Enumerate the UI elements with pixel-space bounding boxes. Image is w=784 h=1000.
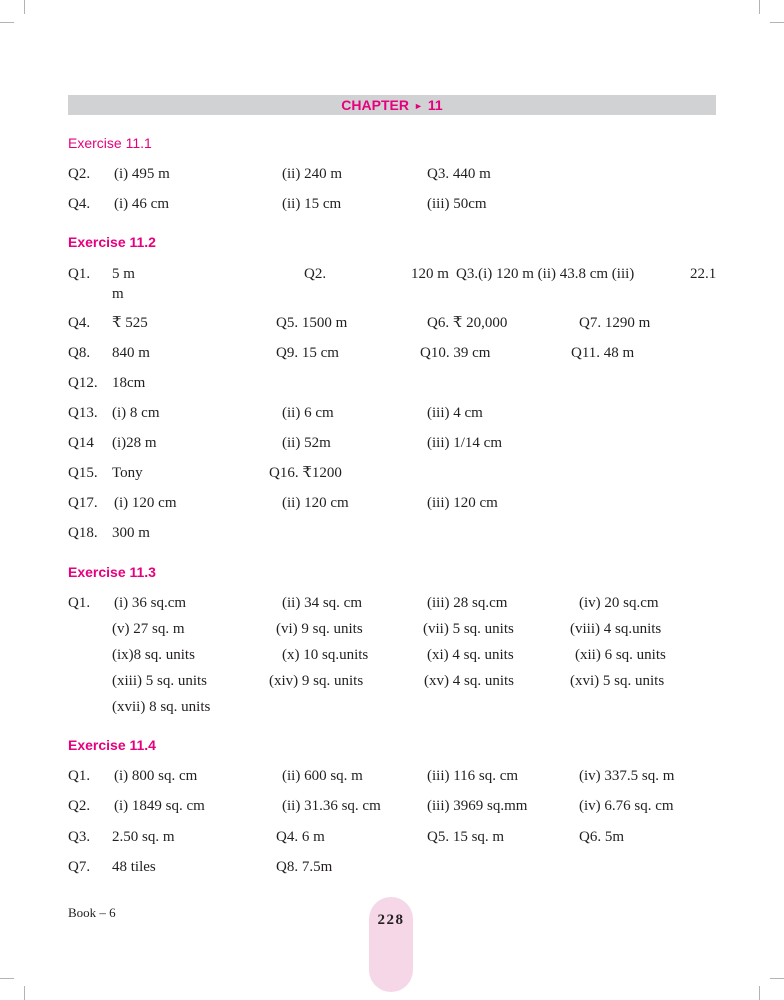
question-number: Q18. bbox=[68, 525, 98, 541]
question-number: Q1. bbox=[68, 266, 91, 282]
answer: (xii) 6 sq. units bbox=[575, 647, 666, 663]
question-number: Q13. bbox=[68, 405, 98, 421]
answer: (ii) 52m bbox=[282, 435, 331, 451]
crop-mark bbox=[770, 22, 784, 23]
answer: ₹ 525 bbox=[112, 315, 148, 331]
chapter-header bbox=[68, 95, 716, 115]
question-number: Q12. bbox=[68, 375, 98, 391]
question-number: Q7. bbox=[68, 859, 91, 875]
answer-unit: m bbox=[112, 286, 124, 302]
crop-mark bbox=[759, 0, 760, 14]
answer: (iii) 50cm bbox=[427, 196, 487, 212]
answer: (xvi) 5 sq. units bbox=[570, 673, 665, 689]
answer: 5 m bbox=[112, 266, 135, 282]
exercise-title: Exercise 11.1 bbox=[68, 135, 152, 151]
answer: (i) 36 sq.cm bbox=[114, 595, 187, 611]
exercise-title: Exercise 11.2 bbox=[68, 234, 156, 250]
question-number: Q14 bbox=[68, 435, 94, 451]
answer: (iii) 120 cm bbox=[427, 495, 498, 511]
question-number: Q15. bbox=[68, 465, 98, 481]
question-number: Q1. bbox=[68, 595, 91, 611]
answer: Q3. 440 m bbox=[427, 166, 491, 182]
answer: (xiii) 5 sq. units bbox=[112, 673, 208, 689]
answer: (x) 10 sq.units bbox=[282, 647, 369, 663]
answer: Q3.(i) 120 m (ii) 43.8 cm (iii) bbox=[456, 266, 635, 282]
answer: (iv) 337.5 sq. m bbox=[579, 768, 675, 784]
answer: (ii) 240 m bbox=[282, 166, 342, 182]
question-number: Q2. bbox=[304, 266, 327, 282]
answer: Q16. ₹1200 bbox=[269, 465, 342, 481]
answer: (ii) 120 cm bbox=[282, 495, 349, 511]
answer: (i) 8 cm bbox=[112, 405, 160, 421]
exercise-title: Exercise 11.4 bbox=[68, 737, 156, 753]
page-number: 228 bbox=[377, 912, 405, 928]
answer: Tony bbox=[112, 465, 143, 481]
answer: (viii) 4 sq.units bbox=[570, 621, 662, 637]
play-arrow-icon: ► bbox=[413, 101, 423, 111]
answer: (vi) 9 sq. units bbox=[276, 621, 363, 637]
answer: (ix)8 sq. units bbox=[112, 647, 195, 663]
answer: Q10. 39 cm bbox=[420, 345, 491, 361]
answer: 22.1 bbox=[690, 266, 717, 282]
answer: Q7. 1290 m bbox=[579, 315, 651, 331]
answer: Q11. 48 m bbox=[571, 345, 635, 361]
answer: (v) 27 sq. m bbox=[112, 621, 185, 637]
question-number: Q4. bbox=[68, 315, 91, 331]
answer: (vii) 5 sq. units bbox=[423, 621, 514, 637]
crop-mark bbox=[0, 22, 14, 23]
answer: (i) 120 cm bbox=[114, 495, 177, 511]
book-label: Book – 6 bbox=[68, 905, 116, 920]
answer: (ii) 6 cm bbox=[282, 405, 334, 421]
answer: (iv) 20 sq.cm bbox=[579, 595, 659, 611]
answer: (xiv) 9 sq. units bbox=[269, 673, 364, 689]
question-number: Q3. bbox=[68, 829, 91, 845]
exercise-title: Exercise 11.3 bbox=[68, 564, 156, 580]
answer: Q6. 5m bbox=[579, 829, 624, 845]
chapter-label: CHAPTER bbox=[341, 97, 409, 113]
answer: 840 m bbox=[112, 345, 150, 361]
crop-mark bbox=[24, 0, 25, 14]
answer: (i) 1849 sq. cm bbox=[114, 798, 205, 814]
answer: (ii) 34 sq. cm bbox=[282, 595, 362, 611]
answer: (ii) 600 sq. m bbox=[282, 768, 363, 784]
answer: 2.50 sq. m bbox=[112, 829, 175, 845]
chapter-number: 11 bbox=[427, 97, 443, 113]
answer: (i) 495 m bbox=[114, 166, 170, 182]
answer: Q4. 6 m bbox=[276, 829, 325, 845]
answer: Q5. 1500 m bbox=[276, 315, 348, 331]
answer: (xi) 4 sq. units bbox=[427, 647, 514, 663]
answer: (xv) 4 sq. units bbox=[424, 673, 514, 689]
question-number: Q1. bbox=[68, 768, 91, 784]
answer: 120 m bbox=[411, 266, 449, 282]
question-number: Q4. bbox=[68, 196, 91, 212]
crop-mark bbox=[759, 986, 760, 1000]
answer: (iii) 1/14 cm bbox=[427, 435, 502, 451]
question-number: Q8. bbox=[68, 345, 91, 361]
crop-mark bbox=[24, 986, 25, 1000]
answer: 300 m bbox=[112, 525, 150, 541]
answer: (iv) 6.76 sq. cm bbox=[579, 798, 674, 814]
answer: (iii) 116 sq. cm bbox=[427, 768, 519, 784]
answer: (xvii) 8 sq. units bbox=[112, 699, 211, 715]
answer: (i)28 m bbox=[112, 435, 157, 451]
answer: (i) 46 cm bbox=[114, 196, 169, 212]
answer: Q5. 15 sq. m bbox=[427, 829, 505, 845]
answer: (ii) 31.36 sq. cm bbox=[282, 798, 381, 814]
answer: Q8. 7.5m bbox=[276, 859, 333, 875]
crop-mark bbox=[0, 978, 14, 979]
answer: (iii) 28 sq.cm bbox=[427, 595, 508, 611]
answer: 18cm bbox=[112, 375, 146, 391]
answer: (iii) 4 cm bbox=[427, 405, 483, 421]
answer: 48 tiles bbox=[112, 859, 156, 875]
crop-mark bbox=[770, 978, 784, 979]
answer: (i) 800 sq. cm bbox=[114, 768, 198, 784]
question-number: Q17. bbox=[68, 495, 98, 511]
answer: (ii) 15 cm bbox=[282, 196, 342, 212]
answer: Q6. ₹ 20,000 bbox=[427, 315, 508, 331]
question-number: Q2. bbox=[68, 798, 91, 814]
question-number: Q2. bbox=[68, 166, 91, 182]
answer: (iii) 3969 sq.mm bbox=[427, 798, 528, 814]
answer: Q9. 15 cm bbox=[276, 345, 339, 361]
